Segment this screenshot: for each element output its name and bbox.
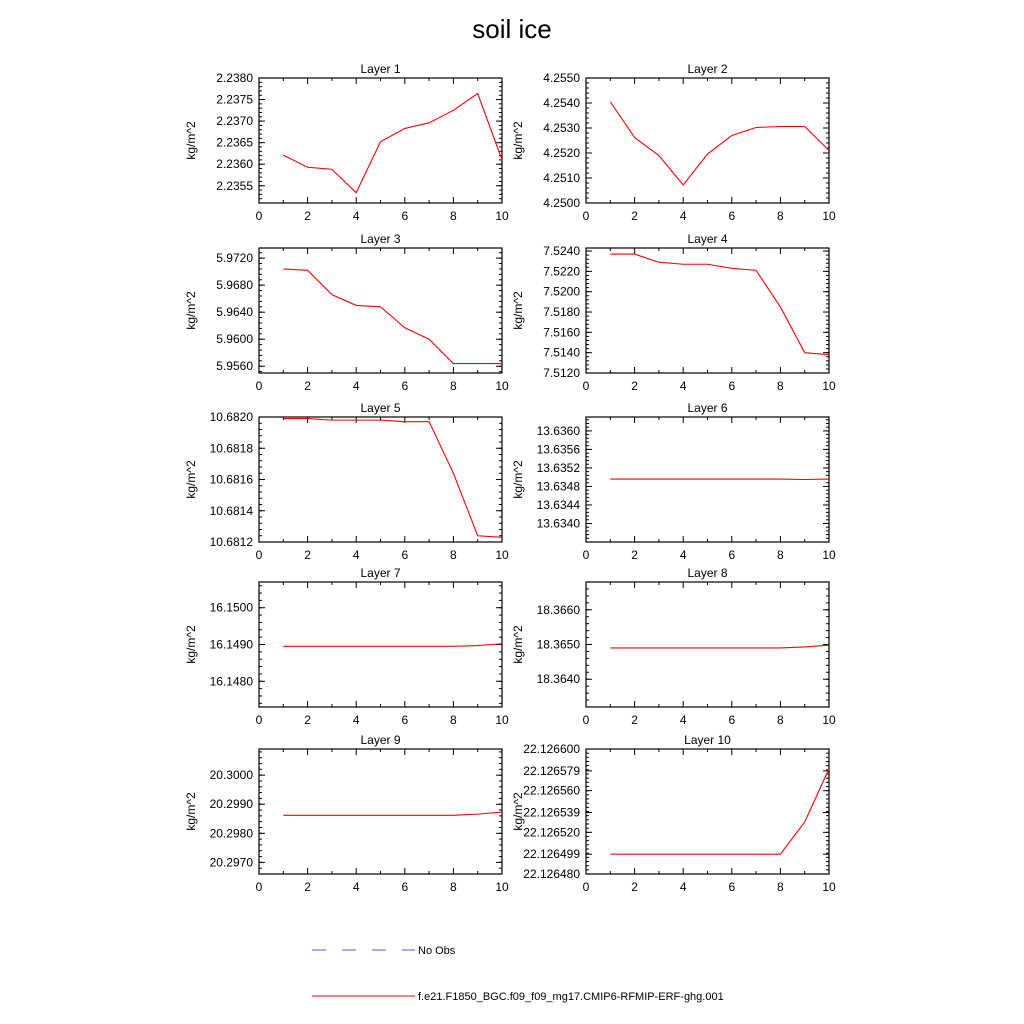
y-tick-label: 22.126520: [523, 825, 580, 840]
panel-title: Layer 3: [360, 232, 401, 246]
panel-title: Layer 5: [360, 401, 401, 415]
x-tick-label: 2: [304, 379, 311, 393]
x-tick-label: 6: [401, 209, 409, 223]
y-tick-label: 4.2530: [543, 121, 580, 135]
y-tick-label: 18.3660: [536, 602, 580, 617]
y-tick-label: 16.1490: [209, 637, 253, 652]
x-tick-label: 0: [255, 379, 263, 393]
x-tick-label: 0: [582, 379, 590, 393]
x-tick-label: 0: [255, 880, 263, 894]
panel-title: Layer 7: [360, 566, 401, 580]
panel-title: Layer 10: [684, 733, 731, 747]
y-tick-label: 7.5160: [543, 325, 580, 340]
series-line: [610, 769, 829, 854]
x-tick-label: 0: [582, 880, 590, 894]
y-tick-label: 22.126499: [523, 847, 580, 862]
y-tick-label: 13.6340: [536, 516, 580, 531]
plot-frame: [586, 248, 829, 373]
x-tick-label: 6: [728, 379, 736, 393]
plot-frame: [259, 417, 502, 542]
y-tick-label: 13.6344: [536, 497, 580, 512]
x-tick-label: 6: [728, 713, 736, 727]
y-tick-label: 20.2970: [209, 855, 253, 870]
series-line: [283, 644, 502, 647]
x-tick-label: 10: [822, 880, 836, 894]
y-tick-label: 10.6818: [209, 441, 253, 456]
series-line: [610, 102, 829, 185]
x-tick-label: 2: [304, 209, 311, 223]
x-tick-label: 8: [777, 713, 784, 727]
y-axis-label: kg/m^2: [184, 792, 198, 831]
y-tick-label: 16.1500: [209, 600, 253, 615]
y-tick-label: 5.9600: [216, 332, 253, 347]
y-tick-label: 20.3000: [209, 768, 253, 783]
x-tick-label: 10: [495, 880, 509, 894]
y-tick-label: 7.5140: [543, 345, 580, 360]
y-axis-label: kg/m^2: [184, 460, 198, 499]
x-tick-label: 0: [582, 209, 590, 223]
y-axis-label: kg/m^2: [184, 121, 198, 160]
y-axis-label: kg/m^2: [511, 460, 525, 499]
x-tick-label: 4: [352, 379, 360, 393]
x-tick-label: 4: [679, 209, 687, 223]
y-axis-label: kg/m^2: [511, 792, 525, 831]
x-tick-label: 10: [495, 713, 509, 727]
y-tick-label: 16.1480: [209, 674, 253, 689]
x-tick-label: 2: [631, 548, 638, 562]
legend-model-label: f.e21.F1850_BGC.f09_f09_mg17.CMIP6-RFMIP-ERF-ghg.001: [418, 991, 724, 1003]
plot-frame: [259, 582, 502, 707]
plot-frame: [586, 749, 829, 874]
y-tick-label: 4.2510: [543, 171, 580, 185]
y-tick-label: 5.9560: [216, 359, 253, 374]
x-tick-label: 8: [777, 880, 784, 894]
x-tick-label: 10: [495, 209, 509, 223]
x-tick-label: 4: [679, 880, 687, 894]
x-tick-label: 0: [255, 209, 263, 223]
x-tick-label: 0: [255, 713, 263, 727]
x-tick-label: 8: [450, 209, 457, 223]
page-title: soil ice: [472, 14, 552, 44]
series-line: [610, 645, 829, 648]
series-line: [610, 254, 829, 355]
panel-title: Layer 6: [687, 401, 728, 415]
y-tick-label: 4.2500: [543, 196, 580, 210]
chart-panel-layer-4: [511, 232, 836, 393]
x-tick-label: 8: [777, 209, 784, 223]
x-tick-label: 8: [450, 379, 457, 393]
y-tick-label: 4.2520: [543, 146, 580, 160]
x-tick-label: 2: [304, 880, 311, 894]
y-tick-label: 22.126600: [523, 742, 580, 756]
x-tick-label: 4: [679, 379, 687, 393]
series-line: [283, 812, 502, 815]
chart-panel-layer-3: [184, 232, 509, 393]
x-tick-label: 6: [401, 880, 409, 894]
x-tick-label: 10: [822, 379, 836, 393]
y-tick-label: 2.2375: [216, 92, 253, 107]
x-tick-label: 2: [631, 880, 638, 894]
legend-obs-label: No Obs: [418, 945, 456, 957]
x-tick-label: 8: [777, 548, 784, 562]
chart-panel-layer-2: [511, 62, 836, 223]
x-tick-label: 8: [450, 880, 457, 894]
x-tick-label: 2: [631, 713, 638, 727]
x-tick-label: 0: [582, 548, 590, 562]
y-axis-label: kg/m^2: [184, 625, 198, 664]
series-line: [283, 269, 502, 364]
y-tick-label: 7.5220: [543, 264, 580, 279]
legend: [312, 945, 724, 1003]
x-tick-label: 10: [822, 713, 836, 727]
y-tick-label: 20.2990: [209, 797, 253, 812]
x-tick-label: 0: [582, 713, 590, 727]
x-tick-label: 6: [728, 209, 736, 223]
x-tick-label: 4: [352, 209, 360, 223]
x-tick-label: 0: [255, 548, 263, 562]
y-tick-label: 13.6352: [536, 460, 580, 475]
chart-panel-layer-9: [184, 733, 509, 894]
panel-title: Layer 8: [687, 566, 728, 580]
x-tick-label: 6: [728, 880, 736, 894]
y-tick-label: 2.2380: [216, 71, 253, 85]
x-tick-label: 4: [352, 880, 360, 894]
y-tick-label: 4.2540: [543, 96, 580, 110]
y-tick-label: 18.3650: [536, 637, 580, 652]
series-line: [283, 94, 502, 193]
y-tick-label: 22.126539: [523, 805, 580, 820]
y-tick-label: 7.5120: [543, 366, 580, 380]
y-tick-label: 22.126560: [523, 783, 580, 798]
panel-title: Layer 9: [360, 733, 401, 747]
x-tick-label: 10: [495, 379, 509, 393]
y-tick-label: 5.9640: [216, 305, 253, 320]
y-tick-label: 7.5200: [543, 284, 580, 299]
plot-frame: [586, 78, 829, 203]
y-axis-label: kg/m^2: [511, 121, 525, 160]
x-tick-label: 4: [352, 713, 360, 727]
x-tick-label: 6: [401, 548, 409, 562]
x-tick-label: 4: [679, 713, 687, 727]
y-tick-label: 7.5180: [543, 305, 580, 320]
y-tick-label: 22.126579: [523, 763, 580, 778]
chart-panel-layer-10: [511, 733, 836, 894]
chart-panel-layer-5: [184, 401, 509, 562]
x-tick-label: 10: [495, 548, 509, 562]
y-tick-label: 2.2355: [216, 178, 253, 193]
x-tick-label: 2: [304, 548, 311, 562]
y-tick-label: 20.2980: [209, 826, 253, 841]
y-tick-label: 7.5240: [543, 244, 580, 259]
y-tick-label: 2.2360: [216, 157, 253, 172]
chart-panel-layer-8: [511, 566, 836, 727]
x-tick-label: 10: [822, 209, 836, 223]
x-tick-label: 8: [450, 713, 457, 727]
y-tick-label: 10.6820: [209, 410, 253, 424]
plot-frame: [259, 78, 502, 203]
panel-title: Layer 2: [687, 62, 728, 76]
panel-title: Layer 4: [687, 232, 728, 246]
plot-frame: [259, 248, 502, 373]
y-tick-label: 10.6816: [209, 472, 253, 487]
x-tick-label: 8: [777, 379, 784, 393]
panel-title: Layer 1: [360, 62, 401, 76]
y-tick-label: 5.9720: [216, 251, 253, 266]
x-tick-label: 6: [401, 713, 409, 727]
y-tick-label: 22.126480: [523, 867, 580, 881]
x-tick-label: 4: [352, 548, 360, 562]
x-tick-label: 2: [631, 209, 638, 223]
series-line: [283, 419, 502, 538]
y-axis-label: kg/m^2: [511, 625, 525, 664]
x-tick-label: 8: [450, 548, 457, 562]
y-tick-label: 18.3640: [536, 672, 580, 687]
y-tick-label: 13.6348: [536, 479, 580, 494]
chart-panel-layer-1: [184, 62, 509, 223]
x-tick-label: 4: [679, 548, 687, 562]
x-tick-label: 6: [401, 379, 409, 393]
y-axis-label: kg/m^2: [511, 291, 525, 330]
x-tick-label: 10: [822, 548, 836, 562]
y-tick-label: 2.2365: [216, 135, 253, 150]
plot-frame: [259, 749, 502, 874]
y-tick-label: 2.2370: [216, 114, 253, 129]
y-tick-label: 13.6356: [536, 442, 580, 457]
y-tick-label: 5.9680: [216, 278, 253, 293]
chart-panel-layer-7: [184, 566, 509, 727]
x-tick-label: 2: [631, 379, 638, 393]
x-tick-label: 6: [728, 548, 736, 562]
y-tick-label: 10.6814: [209, 503, 253, 518]
y-tick-label: 10.6812: [209, 535, 253, 549]
y-axis-label: kg/m^2: [184, 291, 198, 330]
y-tick-label: 13.6360: [536, 423, 580, 438]
chart-panel-layer-6: [511, 401, 836, 562]
x-tick-label: 2: [304, 713, 311, 727]
plot-frame: [586, 582, 829, 707]
y-tick-label: 4.2550: [543, 71, 580, 85]
